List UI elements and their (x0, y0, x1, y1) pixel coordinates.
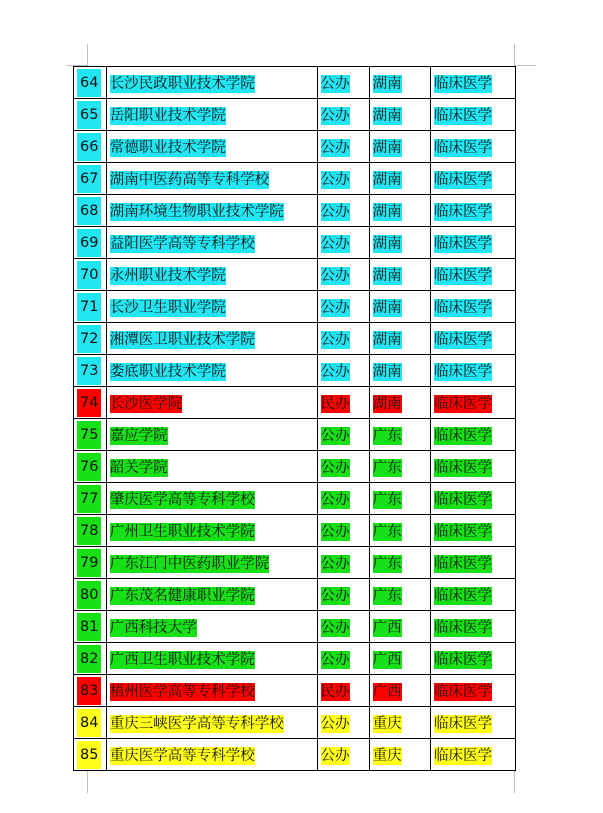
school-name-text: 梧州医学高等专科学校 (109, 684, 255, 700)
province-cell (369, 675, 430, 707)
major-text: 临床医学 (434, 716, 493, 732)
province-cell (369, 387, 430, 419)
school-type-cell (317, 515, 369, 547)
major-cell (431, 579, 516, 611)
row-number-cell (74, 259, 107, 291)
major-text: 临床医学 (434, 684, 493, 700)
province-text: 湖南 (372, 140, 402, 156)
major-text: 临床医学 (434, 492, 493, 508)
major-cell (431, 739, 516, 771)
school-type-cell (317, 483, 369, 515)
school-name-cell (106, 707, 317, 739)
school-table-body (74, 67, 516, 771)
school-name-cell (106, 131, 317, 163)
major-text: 临床医学 (434, 396, 493, 412)
row-number-text: 73 (77, 357, 101, 385)
school-name-text: 长沙医学院 (109, 396, 183, 412)
school-type-cell (317, 67, 369, 99)
province-cell (369, 739, 430, 771)
school-type-text: 公办 (320, 492, 350, 508)
school-type-text: 公办 (320, 332, 350, 348)
school-name-text: 常德职业技术学院 (109, 140, 226, 156)
row-number-cell (74, 227, 107, 259)
row-number-text: 77 (77, 485, 101, 513)
major-cell (431, 515, 516, 547)
major-cell (431, 163, 516, 195)
row-number-cell (74, 163, 107, 195)
province-text: 湖南 (372, 172, 402, 188)
school-name-text: 广西科技大学 (109, 620, 197, 636)
province-text: 重庆 (372, 716, 402, 732)
table-row (74, 547, 516, 579)
major-cell (431, 131, 516, 163)
school-name-cell (106, 451, 317, 483)
school-type-text: 公办 (320, 204, 350, 220)
province-cell (369, 323, 430, 355)
row-number-cell (74, 99, 107, 131)
major-text: 临床医学 (434, 428, 493, 444)
school-name-text: 湖南中医药高等专科学校 (109, 172, 270, 188)
school-type-cell (317, 547, 369, 579)
row-number-cell (74, 355, 107, 387)
major-text: 临床医学 (434, 748, 493, 764)
major-text: 临床医学 (434, 204, 493, 220)
province-cell (369, 643, 430, 675)
major-text: 临床医学 (434, 236, 493, 252)
school-type-text: 公办 (320, 364, 350, 380)
major-cell (431, 99, 516, 131)
major-text: 临床医学 (434, 364, 493, 380)
province-text: 湖南 (372, 268, 402, 284)
row-number-text: 72 (77, 325, 101, 353)
province-cell (369, 259, 430, 291)
crop-mark-top-right-h (514, 65, 536, 66)
major-cell (431, 547, 516, 579)
school-name-text: 重庆医学高等专科学校 (109, 748, 255, 764)
school-type-cell (317, 259, 369, 291)
school-type-text: 公办 (320, 108, 350, 124)
province-text: 广东 (372, 460, 402, 476)
major-cell (431, 643, 516, 675)
row-number-cell (74, 483, 107, 515)
row-number-cell (74, 515, 107, 547)
table-row (74, 195, 516, 227)
major-text: 临床医学 (434, 332, 493, 348)
province-text: 湖南 (372, 396, 402, 412)
school-name-cell (106, 611, 317, 643)
major-cell (431, 483, 516, 515)
major-text: 临床医学 (434, 620, 493, 636)
row-number-text: 84 (77, 709, 101, 737)
school-type-cell (317, 323, 369, 355)
school-name-cell (106, 675, 317, 707)
row-number-cell (74, 739, 107, 771)
school-name-text: 湖南环境生物职业技术学院 (109, 204, 284, 220)
row-number-cell (74, 131, 107, 163)
school-name-text: 肇庆医学高等专科学校 (109, 492, 255, 508)
school-type-text: 公办 (320, 588, 350, 604)
province-text: 湖南 (372, 300, 402, 316)
school-type-text: 公办 (320, 76, 350, 92)
row-number-cell (74, 611, 107, 643)
row-number-cell (74, 291, 107, 323)
major-cell (431, 611, 516, 643)
school-name-text: 湘潭医卫职业技术学院 (109, 332, 255, 348)
table-row (74, 739, 516, 771)
row-number-cell (74, 451, 107, 483)
province-cell (369, 131, 430, 163)
major-cell (431, 451, 516, 483)
major-cell (431, 675, 516, 707)
crop-mark-bottom-left (87, 771, 88, 793)
row-number-text: 67 (77, 165, 101, 193)
school-name-cell (106, 323, 317, 355)
row-number-text: 68 (77, 197, 101, 225)
major-text: 临床医学 (434, 460, 493, 476)
table-row (74, 99, 516, 131)
school-name-text: 韶关学院 (109, 460, 168, 476)
table-row (74, 419, 516, 451)
school-type-text: 公办 (320, 556, 350, 572)
school-type-cell (317, 195, 369, 227)
school-type-cell (317, 579, 369, 611)
major-cell (431, 419, 516, 451)
school-type-cell (317, 355, 369, 387)
province-cell (369, 195, 430, 227)
school-type-cell (317, 739, 369, 771)
school-type-text: 公办 (320, 428, 350, 444)
school-type-cell (317, 419, 369, 451)
row-number-text: 75 (77, 421, 101, 449)
table-row (74, 163, 516, 195)
crop-mark-bottom-right (514, 771, 515, 793)
province-cell (369, 451, 430, 483)
major-text: 临床医学 (434, 172, 493, 188)
school-name-cell (106, 483, 317, 515)
school-name-text: 广州卫生职业技术学院 (109, 524, 255, 540)
row-number-text: 83 (77, 677, 101, 705)
school-name-cell (106, 739, 317, 771)
school-type-text: 公办 (320, 748, 350, 764)
table-row (74, 675, 516, 707)
province-cell (369, 355, 430, 387)
province-cell (369, 547, 430, 579)
school-name-cell (106, 387, 317, 419)
school-name-text: 广东江门中医药职业学院 (109, 556, 270, 572)
row-number-text: 65 (77, 101, 101, 129)
province-text: 广东 (372, 588, 402, 604)
major-cell (431, 355, 516, 387)
province-cell (369, 99, 430, 131)
school-table (73, 66, 516, 771)
province-cell (369, 515, 430, 547)
school-name-cell (106, 515, 317, 547)
major-text: 临床医学 (434, 588, 493, 604)
row-number-cell (74, 387, 107, 419)
province-cell (369, 67, 430, 99)
row-number-text: 76 (77, 453, 101, 481)
row-number-text: 78 (77, 517, 101, 545)
school-name-cell (106, 547, 317, 579)
school-type-cell (317, 131, 369, 163)
major-text: 临床医学 (434, 76, 493, 92)
school-type-text: 公办 (320, 460, 350, 476)
major-cell (431, 387, 516, 419)
school-name-cell (106, 291, 317, 323)
province-cell (369, 707, 430, 739)
table-row (74, 67, 516, 99)
province-text: 湖南 (372, 236, 402, 252)
school-name-text: 岳阳职业技术学院 (109, 108, 226, 124)
school-name-text: 益阳医学高等专科学校 (109, 236, 255, 252)
school-name-cell (106, 67, 317, 99)
table-row (74, 355, 516, 387)
province-text: 湖南 (372, 364, 402, 380)
school-name-text: 广西卫生职业技术学院 (109, 652, 255, 668)
major-text: 临床医学 (434, 300, 493, 316)
province-cell (369, 579, 430, 611)
school-name-text: 娄底职业技术学院 (109, 364, 226, 380)
row-number-cell (74, 707, 107, 739)
school-name-cell (106, 227, 317, 259)
table-row (74, 451, 516, 483)
province-text: 广西 (372, 620, 402, 636)
major-text: 临床医学 (434, 652, 493, 668)
province-cell (369, 611, 430, 643)
major-text: 临床医学 (434, 556, 493, 572)
major-cell (431, 323, 516, 355)
school-type-text: 公办 (320, 300, 350, 316)
school-type-text: 公办 (320, 652, 350, 668)
crop-mark-top-right (514, 44, 515, 66)
table-row (74, 643, 516, 675)
province-text: 广西 (372, 652, 402, 668)
school-type-cell (317, 291, 369, 323)
row-number-text: 74 (77, 389, 101, 417)
row-number-text: 64 (77, 69, 101, 97)
table-row (74, 323, 516, 355)
row-number-cell (74, 323, 107, 355)
table-row (74, 611, 516, 643)
table-row (74, 579, 516, 611)
province-cell (369, 163, 430, 195)
province-text: 广东 (372, 492, 402, 508)
province-text: 广东 (372, 428, 402, 444)
crop-mark-top-left (87, 44, 88, 66)
row-number-cell (74, 643, 107, 675)
school-type-cell (317, 227, 369, 259)
school-type-text: 公办 (320, 268, 350, 284)
school-name-cell (106, 195, 317, 227)
major-text: 临床医学 (434, 108, 493, 124)
school-type-text: 民办 (320, 396, 350, 412)
row-number-text: 82 (77, 645, 101, 673)
school-type-text: 公办 (320, 140, 350, 156)
major-cell (431, 707, 516, 739)
school-type-text: 公办 (320, 620, 350, 636)
table-row (74, 291, 516, 323)
school-type-text: 公办 (320, 236, 350, 252)
row-number-text: 85 (77, 741, 101, 769)
province-cell (369, 291, 430, 323)
school-name-text: 重庆三峡医学高等专科学校 (109, 716, 284, 732)
province-text: 重庆 (372, 748, 402, 764)
province-text: 湖南 (372, 332, 402, 348)
table-row (74, 515, 516, 547)
table-row (74, 227, 516, 259)
row-number-text: 71 (77, 293, 101, 321)
school-name-cell (106, 643, 317, 675)
school-name-text: 永州职业技术学院 (109, 268, 226, 284)
school-name-cell (106, 259, 317, 291)
row-number-cell (74, 579, 107, 611)
row-number-cell (74, 675, 107, 707)
row-number-cell (74, 547, 107, 579)
major-text: 临床医学 (434, 140, 493, 156)
school-type-cell (317, 451, 369, 483)
row-number-text: 70 (77, 261, 101, 289)
school-type-cell (317, 387, 369, 419)
table-row (74, 387, 516, 419)
row-number-text: 79 (77, 549, 101, 577)
row-number-text: 66 (77, 133, 101, 161)
school-name-text: 长沙民政职业技术学院 (109, 76, 255, 92)
school-type-cell (317, 707, 369, 739)
school-name-text: 长沙卫生职业学院 (109, 300, 226, 316)
major-text: 临床医学 (434, 524, 493, 540)
school-type-cell (317, 643, 369, 675)
table-row (74, 707, 516, 739)
school-name-cell (106, 163, 317, 195)
school-type-text: 民办 (320, 684, 350, 700)
province-text: 湖南 (372, 108, 402, 124)
province-text: 湖南 (372, 204, 402, 220)
row-number-text: 69 (77, 229, 101, 257)
province-text: 广西 (372, 684, 402, 700)
major-cell (431, 227, 516, 259)
row-number-text: 81 (77, 613, 101, 641)
table-row (74, 483, 516, 515)
school-name-text: 嘉应学院 (109, 428, 168, 444)
major-text: 临床医学 (434, 268, 493, 284)
school-type-cell (317, 99, 369, 131)
table-row (74, 259, 516, 291)
major-cell (431, 67, 516, 99)
province-cell (369, 483, 430, 515)
school-name-text: 广东茂名健康职业学院 (109, 588, 255, 604)
province-text: 广东 (372, 556, 402, 572)
province-cell (369, 419, 430, 451)
school-name-cell (106, 99, 317, 131)
school-type-text: 公办 (320, 524, 350, 540)
major-cell (431, 291, 516, 323)
major-cell (431, 195, 516, 227)
school-type-text: 公办 (320, 172, 350, 188)
school-name-cell (106, 419, 317, 451)
province-text: 湖南 (372, 76, 402, 92)
table-row (74, 131, 516, 163)
school-name-cell (106, 355, 317, 387)
school-type-cell (317, 163, 369, 195)
school-type-cell (317, 611, 369, 643)
major-cell (431, 259, 516, 291)
province-cell (369, 227, 430, 259)
row-number-cell (74, 419, 107, 451)
school-name-cell (106, 579, 317, 611)
school-type-text: 公办 (320, 716, 350, 732)
row-number-text: 80 (77, 581, 101, 609)
row-number-cell (74, 195, 107, 227)
province-text: 广东 (372, 524, 402, 540)
school-type-cell (317, 675, 369, 707)
row-number-cell (74, 67, 107, 99)
